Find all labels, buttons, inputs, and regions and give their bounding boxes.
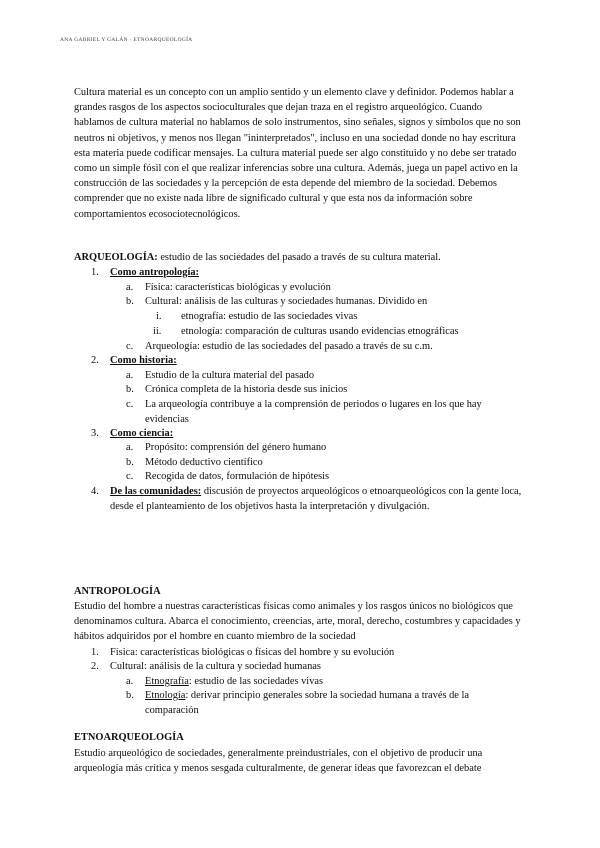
antropologia-paragraph: Estudio del hombre a nuestras características físicas como animales y los rasgos únicos no biológicos que denominamos cultura. Abarca el conocimiento, creencias, arte, moral, derecho, costumbres y capacidades y hábitos adquiridos por el hombre en cuanto miembro de la sociedad [74,601,521,643]
sub-letter: b. [126,457,134,468]
sub-letter: b. [126,690,134,701]
term-text: : estudio de las sociedades vivas [188,676,324,687]
sub-letter: c. [126,399,134,410]
arqueologia-definition [74,250,441,265]
sub-letter: a. [126,282,134,293]
list-number: 3. [91,428,99,439]
sub-letter: a. [126,676,134,687]
etnoarqueologia-paragraph: Estudio arqueológico de sociedades, generalmente preindustriales, con el objetivo de producir una arqueología más crítica y menos sesgada culturalmente, de generar ideas que favorezcan el debate [74,748,483,775]
list-item-text: discusión de proyectos arqueológicos o etnoarqueológicos con la gente loca, desde el planteamiento de los objetivos hasta la interpretación y divulgación. [110,486,522,512]
sub-letter: a. [126,442,134,453]
term: Etnología [145,690,186,701]
term-text: : derivar principio generales sobre la sociedad humana a través de la comparación [145,690,470,716]
sub-letter: c. [126,341,134,352]
list-item: Método deductivo científico [145,457,263,468]
list-item: Arqueología: estudio de las sociedades del pasado a través de su c.m. [145,341,433,352]
list-label: Como antropología: [110,267,199,278]
sub-letter: a. [126,370,134,381]
list-item [145,688,510,718]
list-number: 4. [91,486,99,497]
list-number: 1. [91,267,99,278]
list-label: Como ciencia: [110,428,174,439]
arqueologia-term: ARQUEOLOGÍA: [74,252,158,263]
sub-letter: b. [126,384,134,395]
antropologia-title: ANTROPOLOGÍA [74,586,161,597]
etnoarqueologia-title: ETNOARQUEOLOGÍA [74,732,184,743]
list-item [110,484,530,514]
term: Etnografía [145,676,189,687]
list-item: Propósito: comprensión del género humano [145,442,327,453]
running-header: ANA GABRIEL Y GALÁN · ETNOARQUEOLOGÍA [60,37,193,43]
arqueologia-def-text: estudio de las sociedades del pasado a través de su cultura material. [157,252,441,263]
list-item: Recogida de datos, formulación de hipótesis [145,471,330,482]
list-item: etnografía: estudio de las sociedades vivas [181,311,358,322]
list-item: Cultural: análisis de las culturas y sociedades humanas. Dividido en [145,296,428,307]
list-item: Cultural: análisis de la cultura y sociedad humanas [110,661,321,672]
roman-number: ii. [153,326,162,337]
list-item: La arqueología contribuye a la comprensión de periodos o lugares en los que hay evidencias [145,399,482,425]
list-item: Crónica completa de la historia desde sus inicios [145,384,348,395]
list-number: 2. [91,355,99,366]
list-item: etnología: comparación de culturas usando evidencias etnográficas [181,326,459,337]
list-number: 1. [91,647,99,658]
list-item [145,674,323,689]
intro-paragraph: Cultura material es un concepto con un amplio sentido y un elemento clave y definidor. Podemos hablar a grandes rasgos de los aspectos socioculturales que dejan traza en el registro arqueológico. Cuando hablamos de cultura material no hablamos de solo instrumentos, sino señales, signos y símbolos que no son neutros ni objetivos, y menos nos llegan "ininterpretados", incluso en una sociedad donde no hay escritura esta materia puede codificar mensajes. La cultura material puede ser algo constituido y no debe ser tratado como un simple fósil con el que realizar inferencias sobre una cultura. Además, juega un papel activo en la construcción de las sociedades y la percepción de esta depende del miembro de la sociedad. Debemos comprender que no existe nada libre de significado cultural y que esta nos da información sobre comportamientos ecosociotecnológicos. [74,87,521,220]
list-item: Física: características biológicas y evolución [145,282,331,293]
list-item: Física: características biológicas o físicas del hombre y su evolución [110,647,395,658]
list-number: 2. [91,661,99,672]
sub-letter: b. [126,296,134,307]
roman-number: i. [156,311,162,322]
list-item: Estudio de la cultura material del pasado [145,370,315,381]
sub-letter: c. [126,471,134,482]
list-label: De las comunidades: [110,486,202,497]
list-label: Como historia: [110,355,177,366]
